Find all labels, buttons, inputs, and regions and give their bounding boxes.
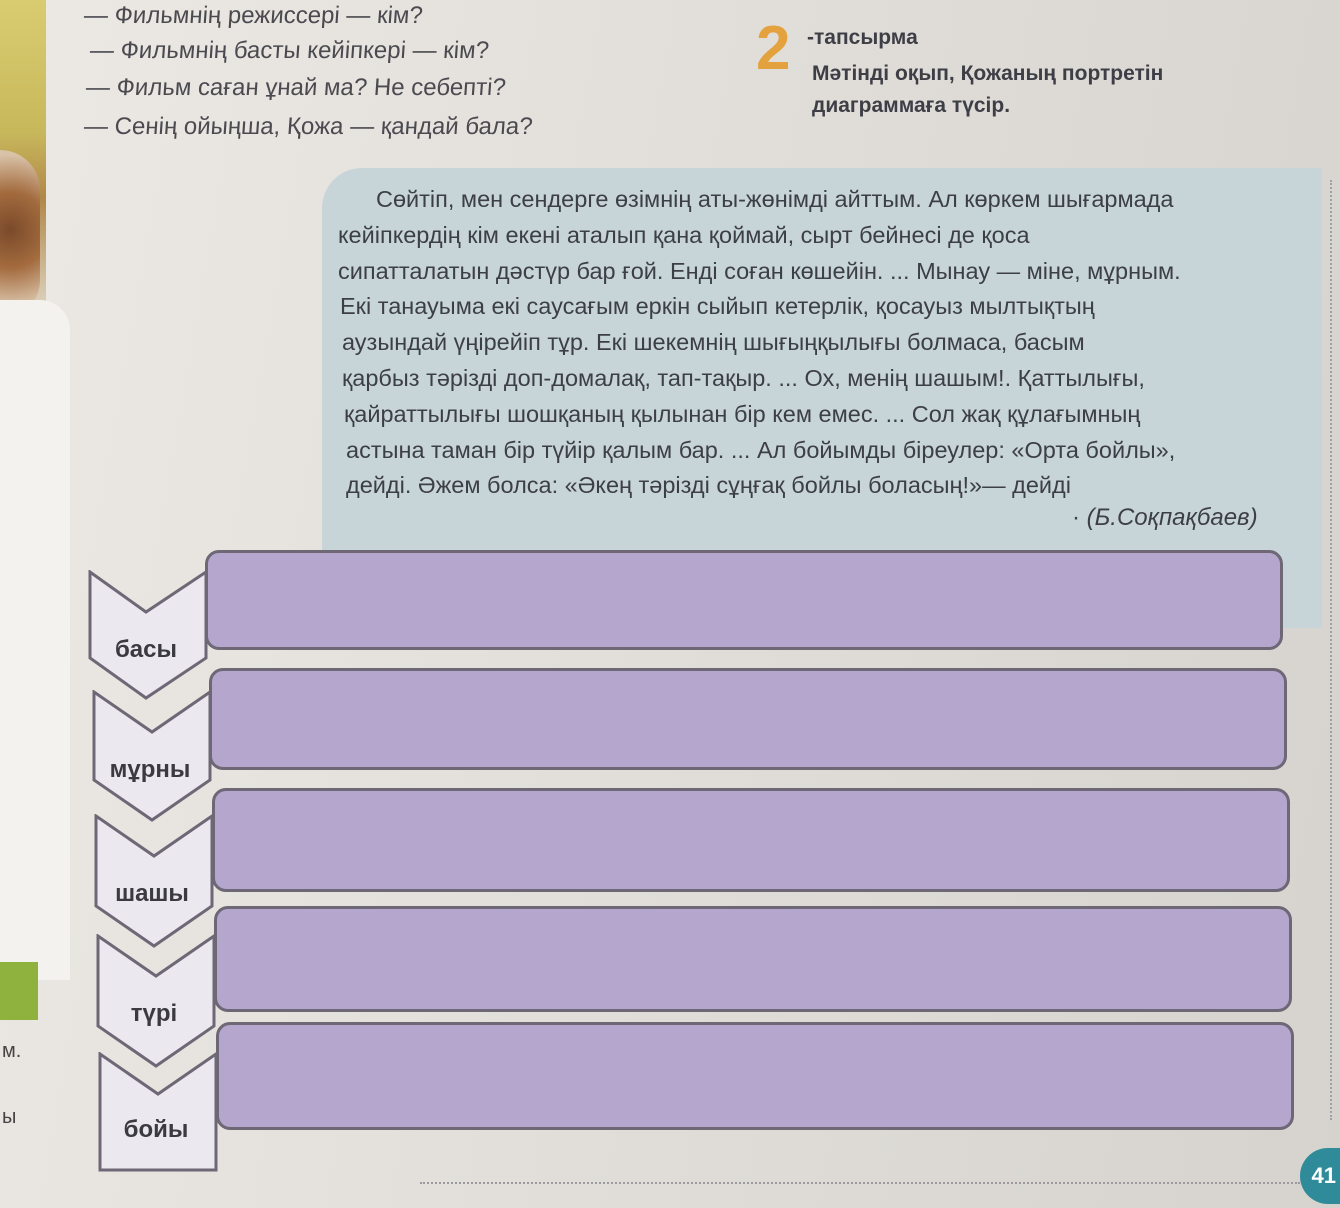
reading-line: қайраттылығы шошқаның қылынан бір кем емес. ... Сол жақ құлағымның <box>344 400 1141 427</box>
task-instruction-line: диаграммаға түсір. <box>812 94 1011 117</box>
question-item: — Фильмнің режиссері — кім? <box>83 2 424 29</box>
question-item: — Фильм саған ұнай ма? Не себепті? <box>85 74 507 101</box>
task-instruction-line: Мәтінді оқып, Қожаның портретін <box>812 62 1164 85</box>
reading-line: Сөйтіп, мен сендерге өзімнің аты-жөнімді айттым. Ал көркем шығармада <box>376 186 1174 212</box>
diagram-label-turi: түрі <box>130 1000 178 1027</box>
reading-line: қарбыз тәрізді доп-домалақ, тап-тақыр. ... Ох, менің шашым!. Қаттылығы, <box>342 364 1145 391</box>
task-number: 2 <box>756 14 791 83</box>
diagram-answer-box[interactable] <box>205 550 1283 650</box>
diagram-label-murny: мұрны <box>109 756 191 783</box>
reading-line: кейіпкердің кім екені аталып қана қоймай, сырт бейнесі де қоса <box>338 221 1030 248</box>
diagram-answer-box[interactable] <box>212 788 1290 892</box>
left-page-green-tab <box>0 962 38 1020</box>
reading-line: аузындай үңірейіп тұр. Екі шекемнің шығыңқылығы болмаса, басым <box>342 329 1085 356</box>
diagram-label-boiy: бойы <box>123 1116 189 1143</box>
left-page-photo <box>0 150 40 320</box>
margin-fragment: м. <box>2 1040 22 1062</box>
diagram-answer-box[interactable] <box>216 1022 1294 1130</box>
reading-author: · (Б.Соқпақбаев) <box>1072 504 1258 531</box>
reading-passage <box>338 182 1298 504</box>
reading-line: астына таман бір түйір қалым бар. ... Ал бойымды біреулер: «Орта бойлы», <box>346 436 1176 463</box>
question-item: — Сенің ойыңша, Қожа — қандай бала? <box>83 113 534 140</box>
margin-fragment: ы <box>2 1106 17 1128</box>
diagram-chevron <box>88 570 210 700</box>
task-label: -тапсырма <box>807 26 918 49</box>
diagram-answer-box[interactable] <box>214 906 1292 1012</box>
diagram-chevron <box>98 1052 220 1172</box>
diagram-label-basy: басы <box>114 636 177 663</box>
reading-line: сипатталатын дәстүр бар ғой. Енді соған көшейін. ... Мынау — міне, мұрным. <box>338 257 1181 284</box>
question-item: — Фильмнің басты кейіпкері — кім? <box>89 37 490 64</box>
reading-line: Екі танауыма екі саусағым еркін сыйып кетерлік, қосауыз мылтықтың <box>340 293 1095 320</box>
diagram-answer-box[interactable] <box>209 668 1287 770</box>
reading-line: дейді. Әжем болса: «Әкең тәрізді сұңғақ бойлы боласың!»— дейді <box>346 472 1071 499</box>
footer-dotted-line <box>420 1182 1300 1184</box>
diagram-label-shashy: шашы <box>115 880 189 907</box>
task-instruction <box>812 58 1272 122</box>
page-number: 41 <box>1300 1148 1340 1204</box>
left-page-panel <box>0 300 70 980</box>
author-name: (Б.Соқпақбаев) <box>1086 504 1258 531</box>
page-margin-dots <box>1330 180 1332 1120</box>
